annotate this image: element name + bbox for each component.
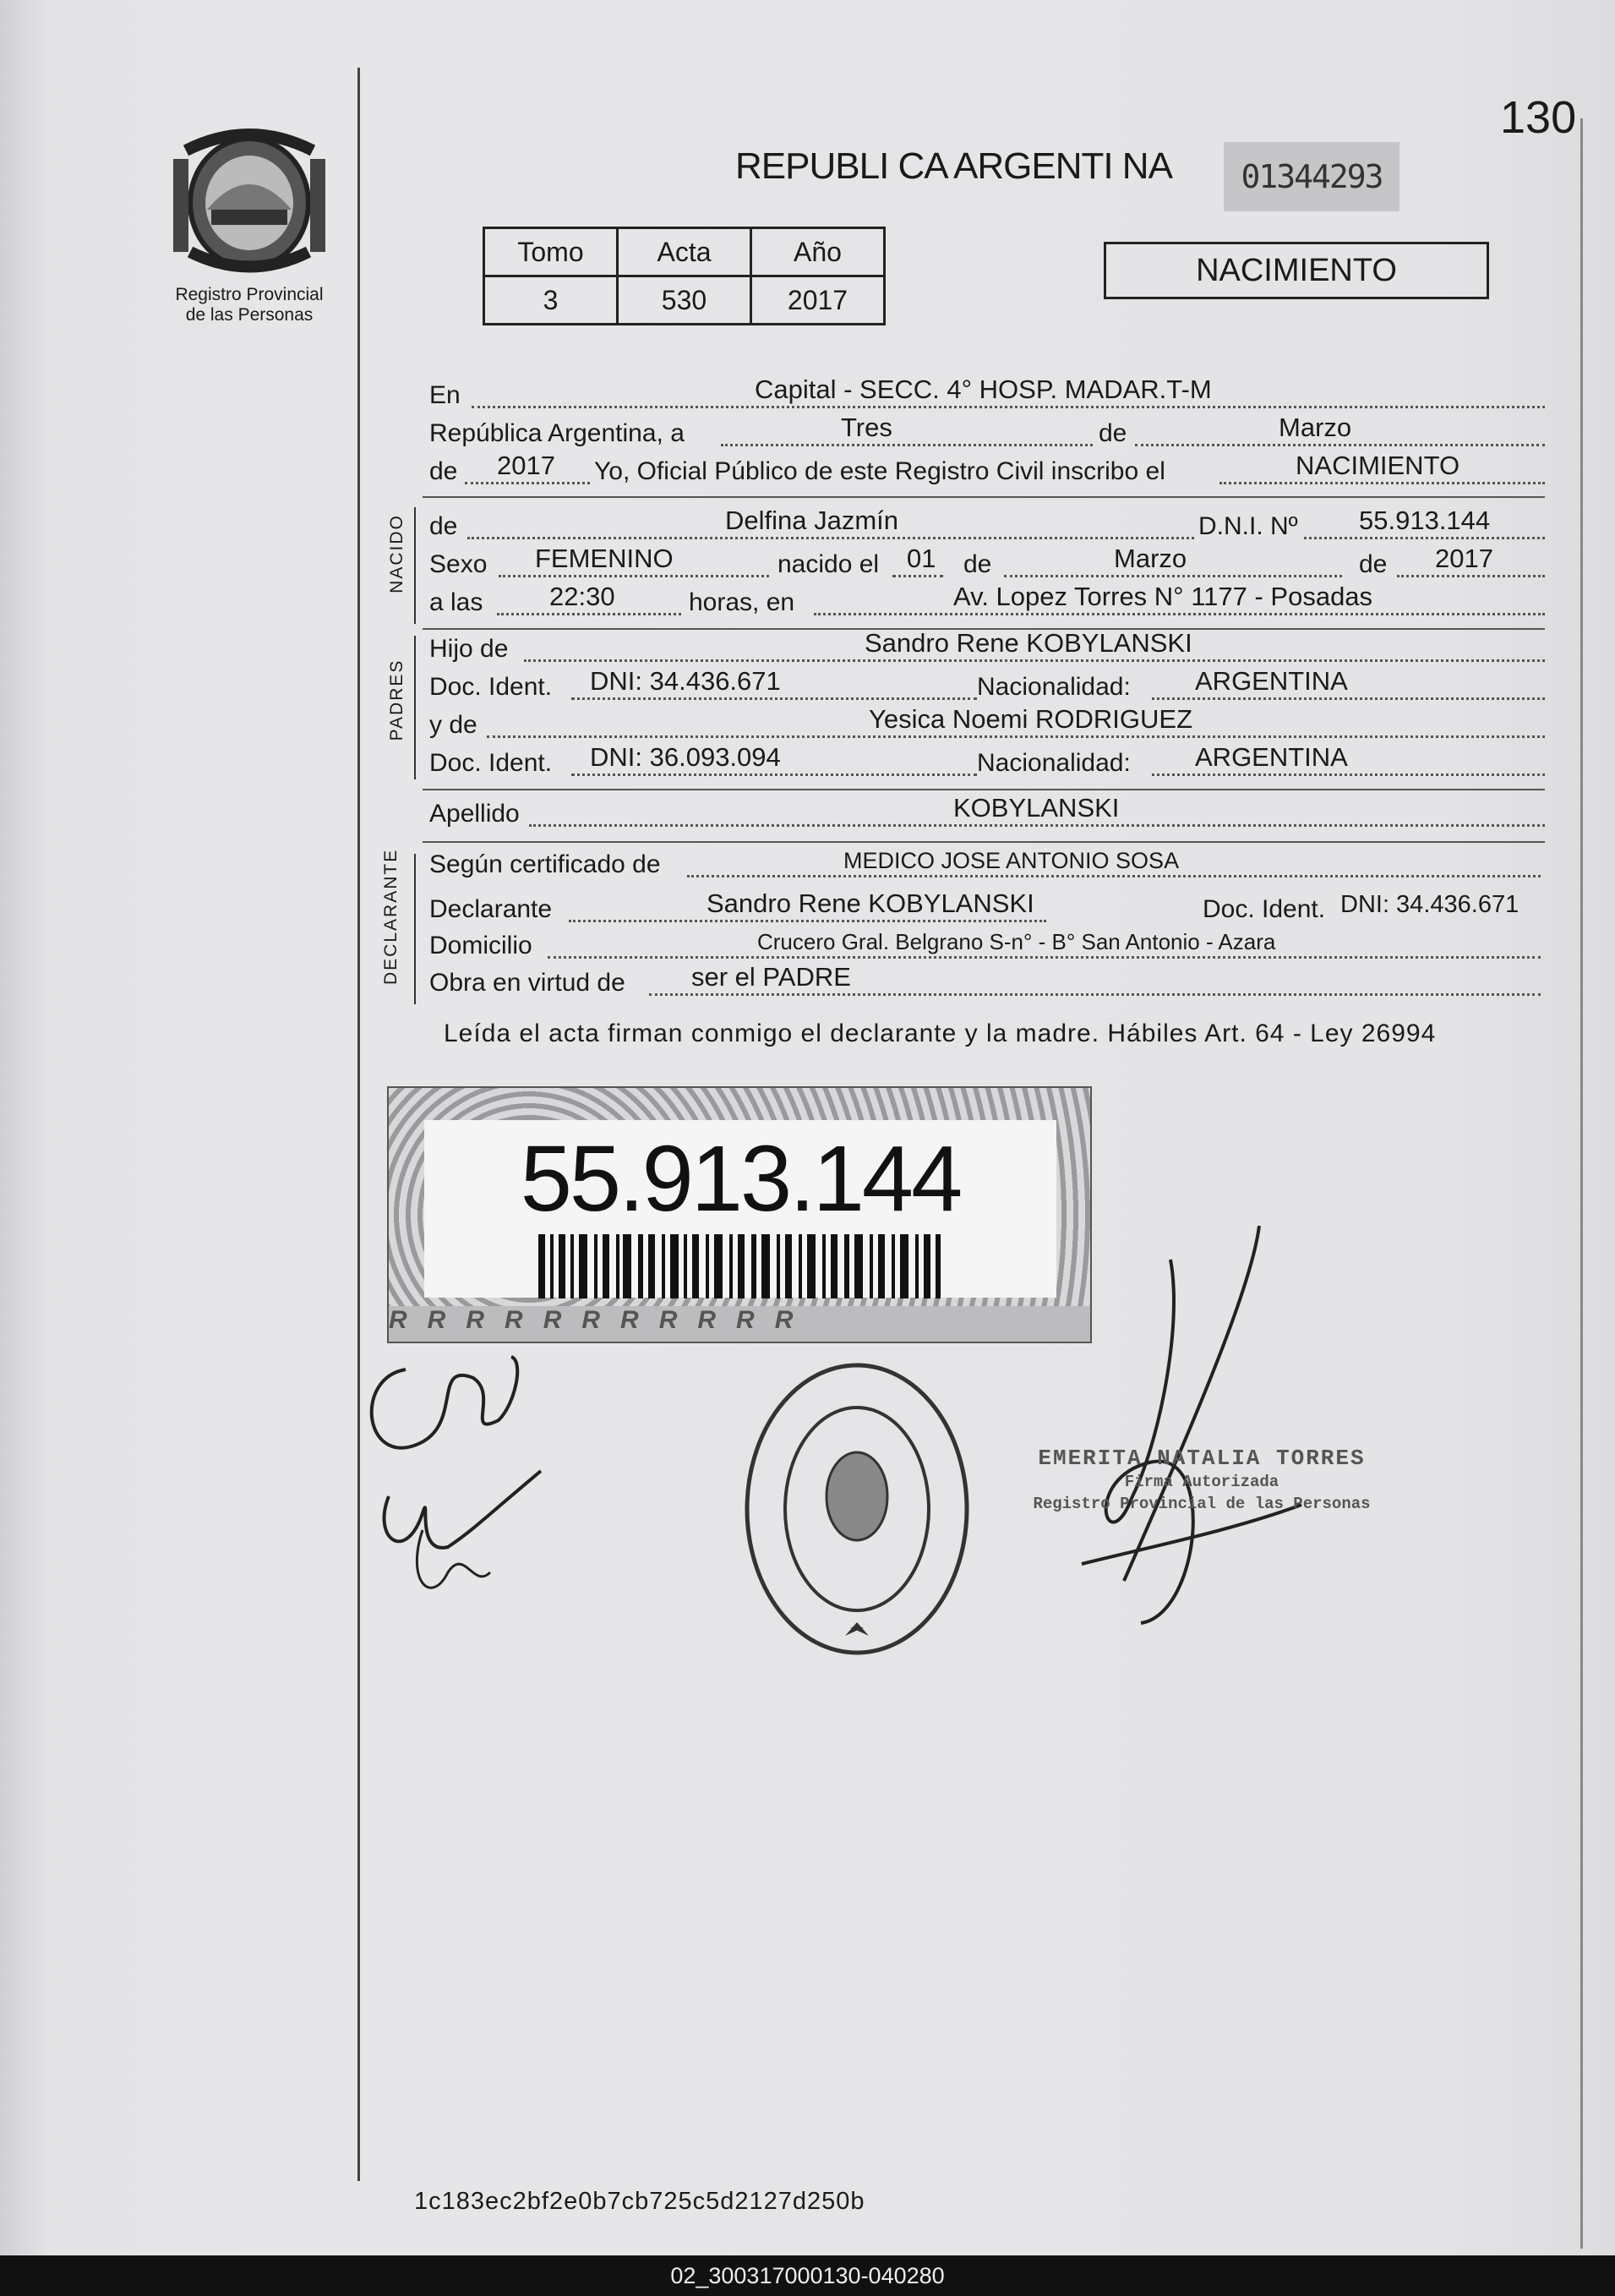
day-value: Tres: [841, 413, 892, 442]
closing-statement: Leída el acta firman conmigo el declarante y la madre. Hábiles Art. 64 - Ley 26994: [444, 1020, 1437, 1047]
dotted-leader: [465, 482, 590, 484]
declarant-signature: [355, 1344, 558, 1615]
value-acta: 530: [618, 276, 751, 325]
official-office: Registro Provincial de las Personas: [1033, 1495, 1371, 1513]
declarant-doc: DNI: 34.436.671: [1340, 891, 1520, 918]
scan-footer: 02_300317000130-040280: [0, 2255, 1615, 2296]
caption-line-2: de las Personas: [185, 305, 314, 325]
section-label-declarante: DECLARANTE: [381, 848, 401, 985]
delegation-stamp: [739, 1357, 975, 1661]
header-ano: Año: [751, 228, 885, 276]
label-doc-ident: Doc. Ident.: [1203, 895, 1326, 923]
section-bar: [414, 507, 416, 624]
strip-letter: R: [736, 1306, 755, 1334]
strip-letter: R: [466, 1306, 485, 1334]
margin-rule: [357, 68, 360, 2181]
label-doc-ident: Doc. Ident.: [429, 749, 553, 777]
month-value: Marzo: [1279, 413, 1352, 442]
declarant-name: Sandro Rene KOBYLANSKI: [707, 888, 1034, 918]
dotted-leader: [472, 406, 1545, 408]
official-signature: [1031, 1226, 1310, 1632]
label-apellido: Apellido: [429, 800, 520, 828]
strip-letter: R: [389, 1306, 407, 1334]
caption-line-1: Registro Provincial: [175, 285, 324, 304]
dni-large-number: 55.913.144: [520, 1127, 961, 1231]
place-line: [429, 376, 1545, 413]
dni-label-sticker: [387, 1086, 1092, 1343]
dotted-leader: [721, 444, 1093, 446]
registry-header-row: [484, 228, 885, 276]
province-seal-logo: [169, 125, 330, 277]
time-line: [429, 583, 1545, 620]
child-dni: 55.913.144: [1359, 506, 1491, 535]
strip-letter: R: [581, 1306, 601, 1334]
header-tomo: Tomo: [484, 228, 618, 276]
mother-name: Yesica Noemi RODRIGUEZ: [869, 704, 1193, 734]
registry-caption: [152, 285, 346, 325]
label-horas: horas, en: [689, 588, 795, 616]
birth-month: Marzo: [1114, 544, 1187, 573]
birth-time: 22:30: [549, 582, 615, 611]
dotted-leader: [487, 735, 1545, 738]
dotted-leader: [649, 993, 1541, 996]
dotted-leader: [1152, 697, 1545, 700]
value-tomo: 3: [484, 276, 618, 325]
label-nacido: nacido el: [777, 550, 880, 578]
label-de: de: [429, 457, 458, 485]
place-value: Capital - SECC. 4° HOSP. MADAR.T-M: [755, 374, 1212, 404]
sex-line: [429, 545, 1545, 582]
dotted-leader: [571, 697, 977, 700]
father-line: [429, 630, 1545, 667]
year-line: [429, 452, 1545, 489]
father-doc-line: [429, 668, 1545, 705]
strip-letter: R: [543, 1306, 562, 1334]
value-ano: 2017: [751, 276, 885, 325]
dotted-leader: [1304, 537, 1545, 539]
registry-table: [483, 227, 886, 325]
strip-letter: R: [427, 1306, 446, 1334]
label-de: de: [429, 512, 458, 540]
dotted-leader: [1152, 774, 1545, 776]
dotted-leader: [467, 537, 1194, 539]
label-dni: D.N.I. Nº: [1198, 512, 1298, 540]
date-line: [429, 414, 1545, 451]
label-declarante: Declarante: [429, 895, 553, 923]
dotted-leader: [687, 875, 1541, 877]
dotted-leader: [548, 956, 1541, 959]
obra-value: ser el PADRE: [691, 962, 851, 992]
label-domicilio: Domicilio: [429, 932, 532, 959]
surname-value: KOBYLANSKI: [953, 793, 1120, 823]
strip-letter: R: [774, 1306, 794, 1334]
label-nacionalidad: Nacionalidad:: [977, 673, 1131, 701]
security-strip: [389, 1306, 1090, 1342]
official-stamp-text: [1033, 1446, 1371, 1515]
certificate-value: MEDICO JOSE ANTONIO SOSA: [843, 848, 1180, 873]
page-number: 130: [1500, 92, 1577, 143]
separator: [423, 841, 1545, 843]
child-name-line: [429, 507, 1545, 544]
dotted-leader: [814, 613, 1545, 615]
dotted-leader: [529, 824, 1545, 827]
act-value: NACIMIENTO: [1296, 451, 1460, 480]
country-title: REPUBLI CA ARGENTI NA: [735, 145, 1172, 187]
child-name: Delfina Jazmín: [725, 506, 899, 535]
father-nationality: ARGENTINA: [1195, 666, 1348, 696]
dotted-leader: [892, 575, 943, 577]
dotted-leader: [497, 613, 681, 615]
father-doc: DNI: 34.436.671: [590, 666, 781, 696]
birth-year: 2017: [1435, 544, 1493, 573]
birth-place: Av. Lopez Torres N° 1177 - Posadas: [953, 582, 1373, 611]
mother-doc-line: [429, 744, 1545, 781]
mother-nationality: ARGENTINA: [1195, 742, 1348, 772]
label-nacionalidad: Nacionalidad:: [977, 749, 1131, 777]
certificate-line: [429, 845, 1545, 883]
mother-line: [429, 706, 1545, 743]
registry-value-row: [484, 276, 885, 325]
label-en: En: [429, 381, 461, 409]
label-doc-ident: Doc. Ident.: [429, 673, 553, 701]
separator: [423, 496, 1545, 498]
label-de: de: [1359, 550, 1388, 578]
strip-letter: R: [658, 1306, 678, 1334]
dotted-leader: [569, 920, 1046, 922]
birth-day: 01: [907, 544, 936, 573]
label-republica: República Argentina, a: [429, 419, 685, 447]
dotted-leader: [499, 575, 769, 577]
serial-number: 01344293: [1224, 142, 1399, 211]
dni-label-inner: [424, 1120, 1056, 1298]
dotted-leader: [1135, 444, 1545, 446]
label-alas: a las: [429, 588, 483, 616]
header-acta: Acta: [618, 228, 751, 276]
dotted-leader: [571, 774, 977, 776]
mother-doc: DNI: 36.093.094: [590, 742, 781, 772]
label-sexo: Sexo: [429, 550, 488, 578]
obra-line: [429, 964, 1545, 1001]
label-de: de: [1099, 419, 1127, 447]
right-edge-rule: [1580, 118, 1583, 2249]
strip-letter: R: [505, 1306, 523, 1334]
domicile-line: [429, 927, 1545, 964]
dotted-leader: [1219, 482, 1545, 484]
label-de: de: [963, 550, 992, 578]
strip-letter: R: [620, 1306, 639, 1334]
label-official: Yo, Oficial Público de este Registro Civil inscribo el: [594, 457, 1165, 485]
domicile-value: Crucero Gral. Belgrano S-n° - B° San Antonio - Azara: [757, 929, 1276, 954]
separator: [423, 789, 1545, 790]
section-label-padres: PADRES: [387, 659, 406, 741]
section-bar: [414, 636, 416, 779]
sex-value: FEMENINO: [535, 544, 674, 573]
strip-letter: R: [697, 1306, 717, 1334]
dotted-leader: [1004, 575, 1342, 577]
dotted-leader: [524, 659, 1545, 662]
official-role: Firma Autorizada: [1124, 1473, 1279, 1491]
year-value: 2017: [497, 451, 555, 480]
section-label-nacido: NACIDO: [387, 514, 406, 593]
label-obra: Obra en virtud de: [429, 969, 625, 997]
barcode: [538, 1234, 944, 1298]
document-type-box: NACIMIENTO: [1104, 242, 1489, 299]
official-name: EMERITA NATALIA TORRES: [1038, 1446, 1366, 1471]
document-hash: 1c183ec2bf2e0b7cb725c5d2127d250b: [414, 2188, 865, 2215]
father-name: Sandro Rene KOBYLANSKI: [865, 628, 1192, 658]
dotted-leader: [1397, 575, 1545, 577]
declarant-line: [429, 890, 1545, 927]
label-hijo: Hijo de: [429, 635, 509, 663]
label-y-de: y de: [429, 711, 477, 739]
surname-line: [429, 795, 1545, 832]
section-bar: [414, 854, 416, 1004]
label-certificado: Según certificado de: [429, 850, 661, 878]
